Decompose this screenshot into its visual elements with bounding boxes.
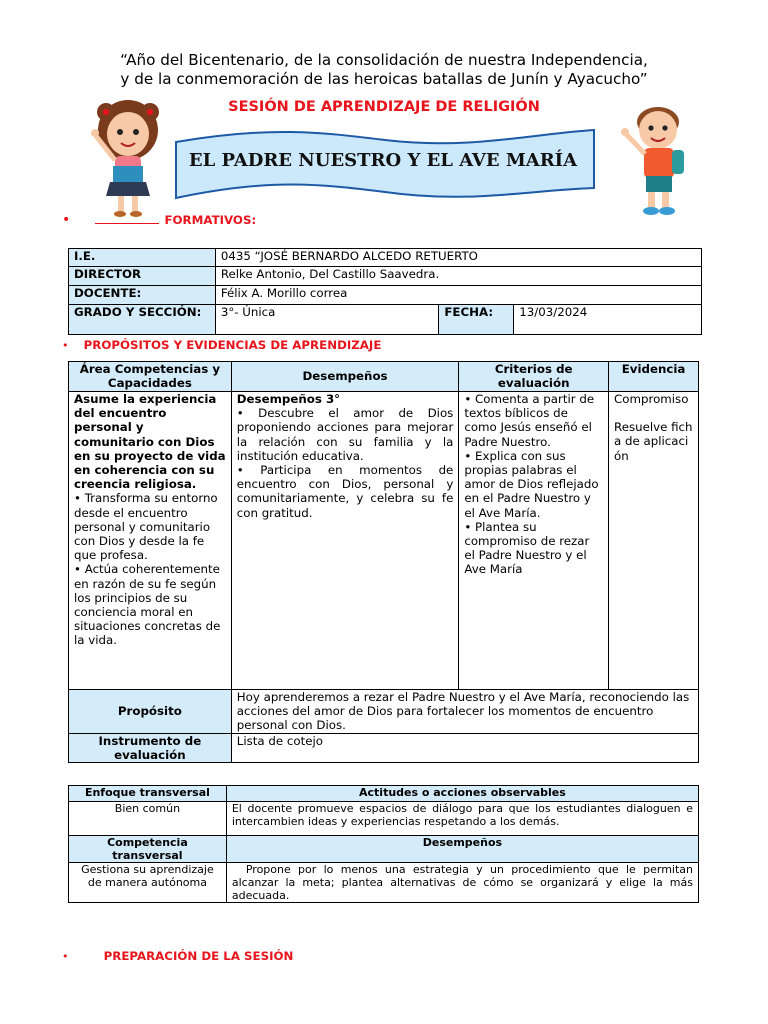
fecha-label: FECHA: bbox=[439, 305, 514, 335]
enfoque-table bbox=[68, 785, 699, 903]
formativos-label: FORMATIVOS: bbox=[164, 213, 257, 227]
preparacion-heading bbox=[62, 945, 293, 964]
competencia-transversal-header: Competencia transversal bbox=[69, 836, 227, 863]
capacity-1: • Transforma su entorno desde el encuentro personal y comunitario con Dios y desde la fe que profesa. bbox=[74, 491, 218, 563]
proposito-text: Hoy aprenderemos a rezar el Padre Nuestro y el Ave María, reconociendo las acciones del amor de Dios para fortalecer los momentos de encuentro personal con Dios. bbox=[231, 690, 698, 734]
actitud-value: El docente promueve espacios de diálogo para que los estudiantes dialoguen e intercambien ideas y experiencias respetando a los demás. bbox=[226, 802, 698, 836]
criterio-3: • Plantea su compromiso de rezar el Padre Nuestro y el Ave María bbox=[464, 519, 590, 577]
formativos-heading bbox=[62, 209, 256, 228]
motto-line-2: y de la conmemoración de las heroicas batallas de Junín y Ayacucho” bbox=[120, 70, 648, 88]
header-evidencia: Evidencia bbox=[609, 362, 699, 392]
criterio-1: • Comenta a partir de textos bíblicos de como Jesús enseñó el Padre Nuestro. bbox=[464, 392, 595, 449]
desempenos-transversal-header: Desempeños bbox=[226, 836, 698, 863]
boy-illustration bbox=[620, 100, 696, 220]
bullet-icon: • bbox=[62, 950, 69, 963]
propositos-label: PROPÓSITOS Y EVIDENCIAS DE APRENDIZAJE bbox=[83, 338, 382, 352]
underline-decoration bbox=[95, 223, 159, 224]
bullet-icon: • bbox=[62, 212, 71, 228]
grado-label: GRADO Y SECCIÓN: bbox=[69, 305, 216, 335]
evidencia-2: Resuelve ficha de aplicación bbox=[614, 420, 693, 463]
bullet-icon: • bbox=[62, 339, 69, 352]
evidencia-1: Compromiso bbox=[614, 392, 689, 406]
criterio-2: • Explica con sus propias palabras el amor de Dios reflejado en el Padre Nuestro y el Ave María. bbox=[464, 448, 599, 520]
girl-illustration bbox=[88, 96, 168, 220]
competencias-table bbox=[68, 361, 699, 763]
motto-line-1: “Año del Bicentenario, de la consolidación de nuestra Independencia, bbox=[120, 51, 648, 69]
desempenos-cell bbox=[231, 392, 459, 690]
criterios-cell bbox=[459, 392, 609, 690]
header-area: Área Competencias y Capacidades bbox=[69, 362, 232, 392]
propositos-heading bbox=[62, 334, 381, 353]
docente-label: DOCENTE: bbox=[69, 286, 216, 305]
desempenos-title: Desempeños 3° bbox=[236, 392, 341, 406]
header-criterios: Criterios de evaluación bbox=[459, 362, 609, 392]
ie-label: I.E. bbox=[69, 249, 216, 267]
desempeno-transversal-value: Propone por lo menos una estrategia y un procedimiento que le permitan alcanzar la meta; plantea alternativas de cómo se organizará y elige la más adecuada. bbox=[226, 863, 698, 903]
competency-text: Asume la experiencia del encuentro personal y comunitario con Dios en su proyecto de vida en coherencia con su creencia religiosa. bbox=[74, 392, 226, 492]
director-value: Relke Antonio, Del Castillo Saavedra. bbox=[215, 267, 701, 286]
instrumento-value: Lista de cotejo bbox=[231, 733, 698, 762]
area-cell bbox=[69, 392, 232, 690]
fecha-value: 13/03/2024 bbox=[514, 305, 702, 335]
desempeno-2: • Participa en momentos de encuentro con Dios, personal y comunitariamente, y celebra su fe con gratitud. bbox=[236, 463, 454, 520]
director-label: DIRECTOR bbox=[69, 267, 216, 286]
header-desempenos: Desempeños bbox=[231, 362, 459, 392]
preparacion-label: PREPARACIÓN DE LA SESIÓN bbox=[103, 949, 294, 963]
session-title: EL PADRE NUESTRO Y EL AVE MARÍA bbox=[188, 150, 578, 171]
desempeno-1: • Descubre el amor de Dios proponiendo acciones para mejorar la relación con su familia y la institución educativa. bbox=[236, 406, 454, 463]
evidencia-cell bbox=[609, 392, 699, 690]
enfoque-value: Bien común bbox=[69, 802, 227, 836]
actitudes-header: Actitudes o acciones observables bbox=[226, 786, 698, 802]
grado-value: 3°- Única bbox=[215, 305, 439, 335]
ie-value: 0435 “JOSÉ BERNARDO ALCEDO RETUERTO bbox=[215, 249, 701, 267]
instrumento-label: Instrumento de evaluación bbox=[69, 733, 232, 762]
capacity-2: • Actúa coherentemente en razón de su fe según los principios de su conciencia moral en situaciones concretas de la vida. bbox=[74, 562, 221, 648]
enfoque-header: Enfoque transversal bbox=[69, 786, 227, 802]
info-table bbox=[68, 248, 702, 335]
proposito-label: Propósito bbox=[69, 690, 232, 734]
competencia-transversal-value: Gestiona su aprendizaje de manera autónoma bbox=[69, 863, 227, 903]
session-type-heading: SESIÓN DE APRENDIZAJE DE RELIGIÓN bbox=[228, 99, 540, 115]
docente-value: Félix A. Morillo correa bbox=[215, 286, 701, 305]
